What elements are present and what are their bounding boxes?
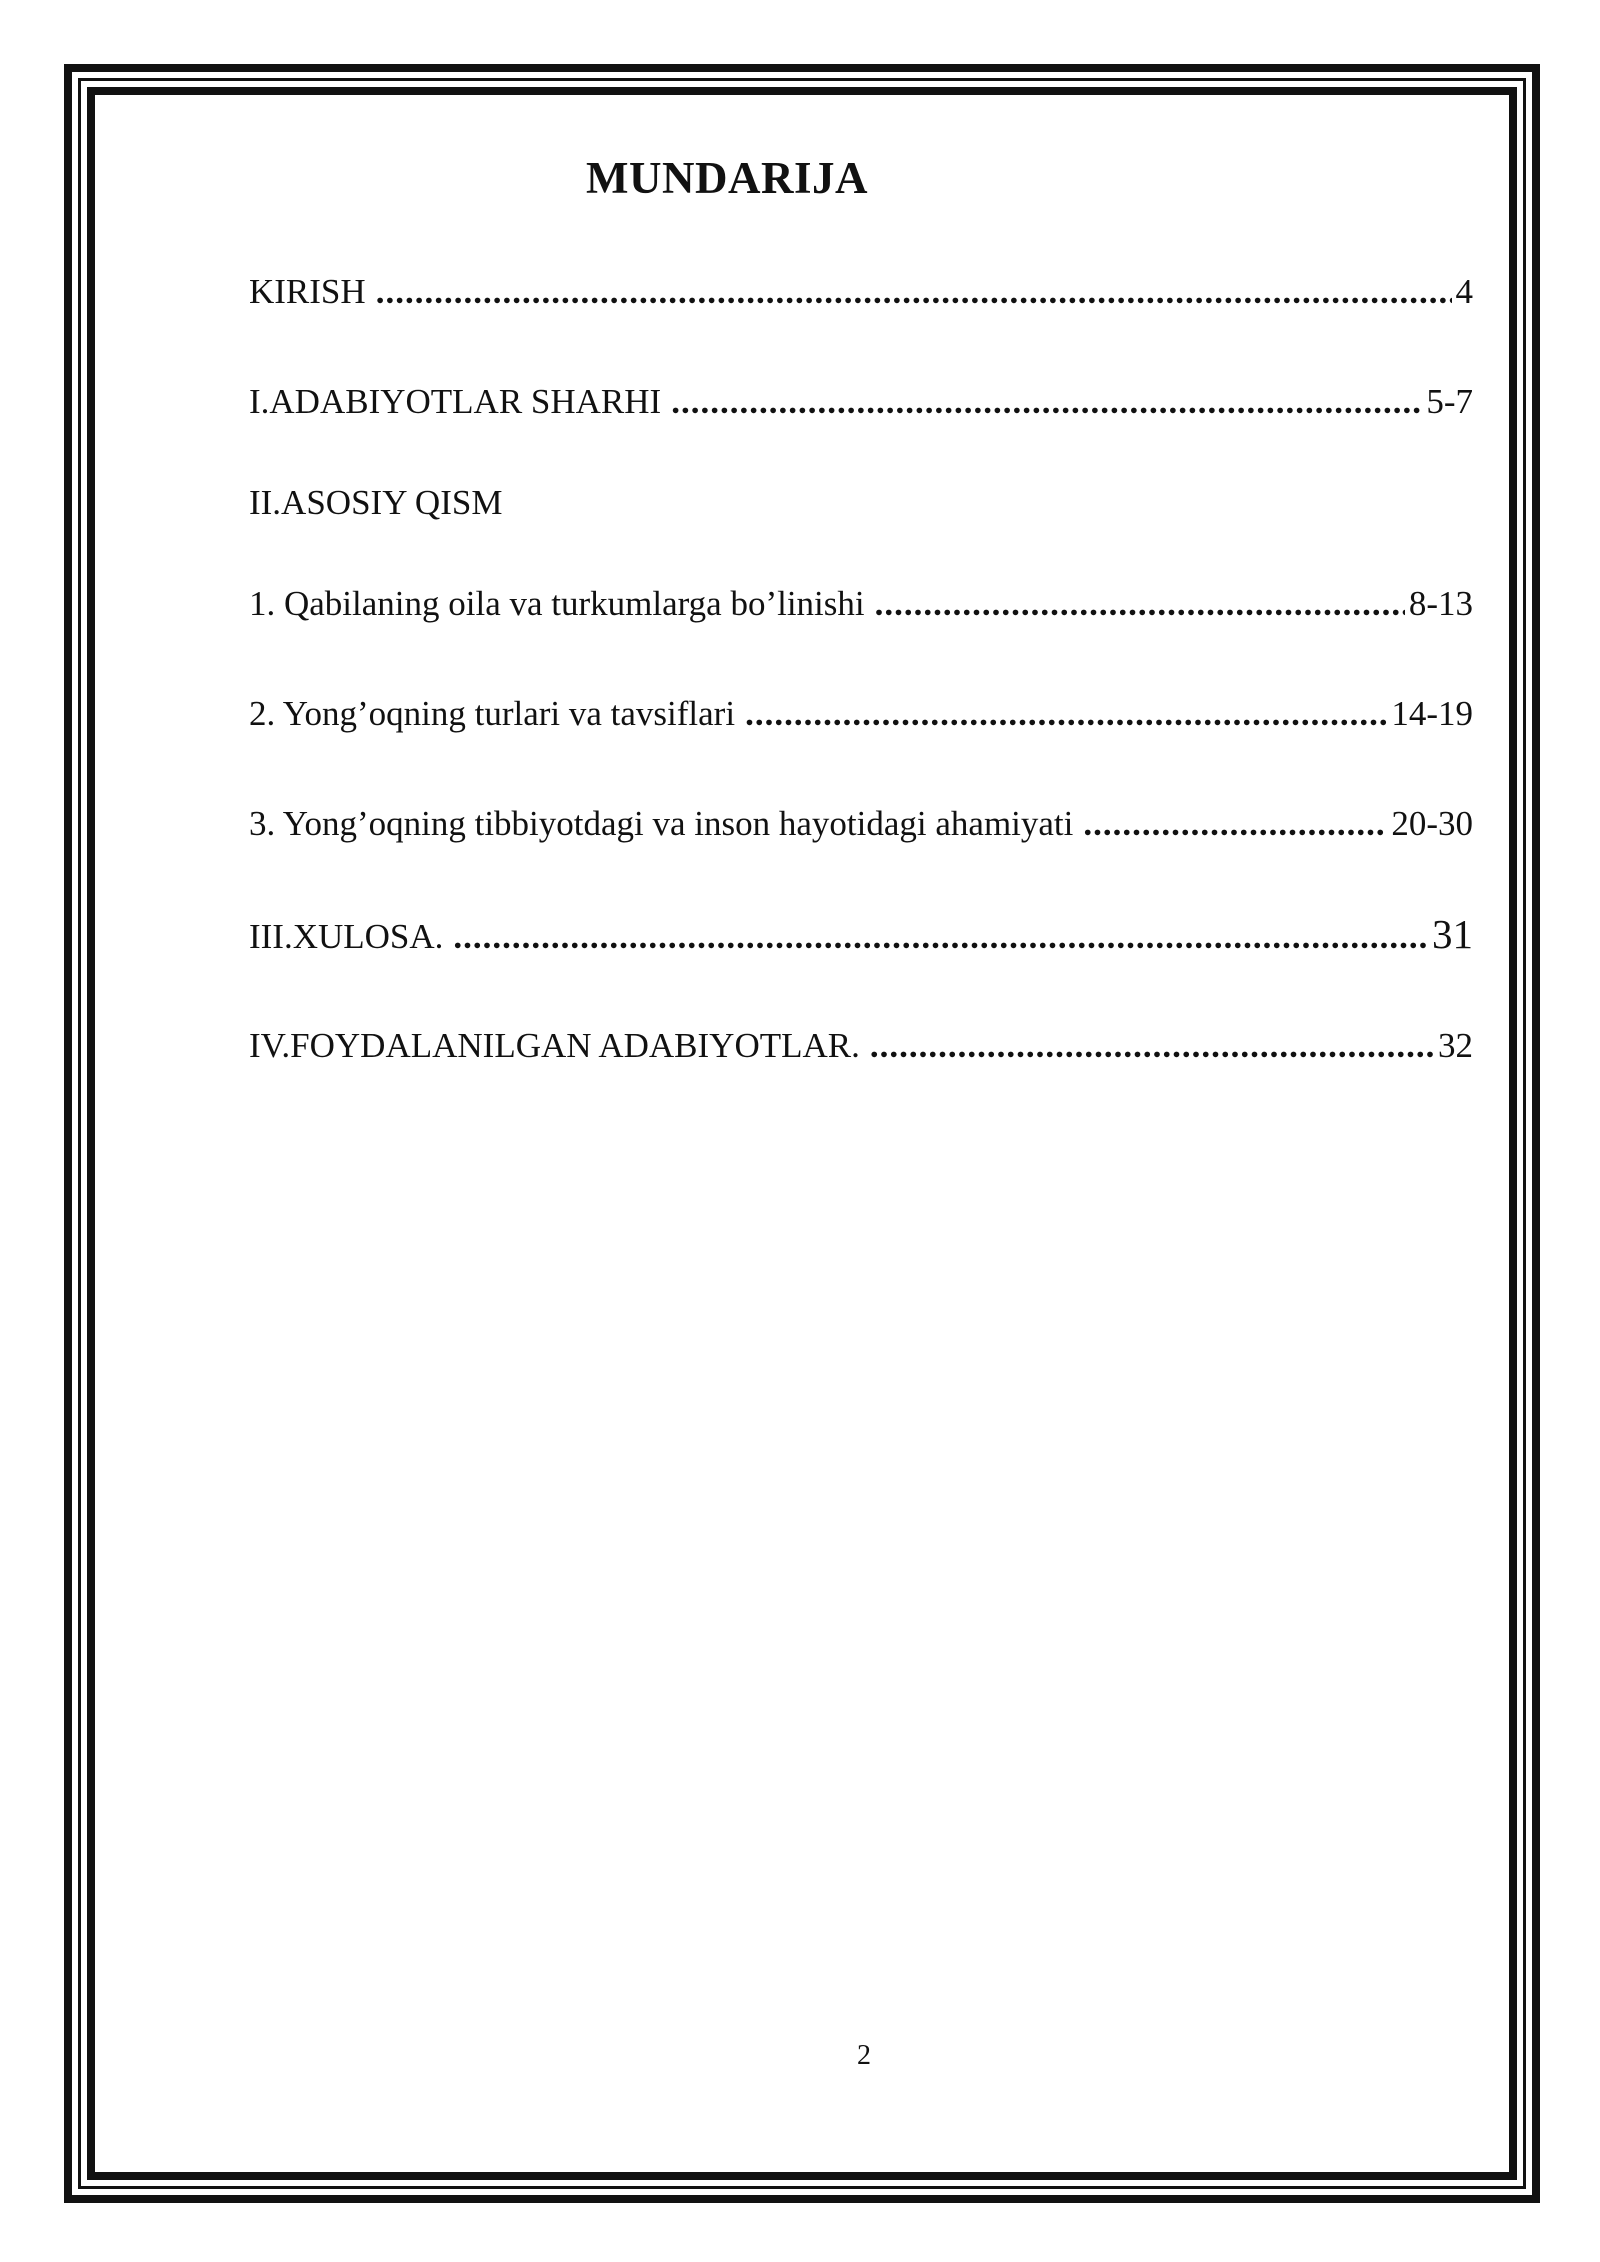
toc-entry-page: 31 [1432,911,1473,957]
toc-entry-label: IV.FOYDALANILGAN ADABIYOTLAR. [249,1026,860,1065]
toc-entry-label: III.XULOSA. [249,917,444,956]
toc-entry-label: 1. Qabilaning oila va turkumlarga bo’linishi [249,584,865,623]
toc-dot-leader [870,1026,1434,1066]
toc-entry-page: 14-19 [1391,694,1473,733]
toc-entry-page: 5-7 [1426,382,1473,421]
toc-entry-section-2[interactable] [249,694,1473,734]
toc-entry-foydalanilgan-adabiyotlar[interactable] [249,1026,1473,1066]
toc-entry-label: 2. Yong’oqning turlari va tavsiflari [249,694,736,733]
toc-dot-leader [745,694,1387,734]
toc-dot-leader [671,382,1422,422]
toc-entry-xulosa[interactable] [249,910,1473,958]
toc-entry-kirish[interactable] [249,272,1473,312]
toc-entry-page: 32 [1438,1026,1473,1065]
toc-entry-page: 8-13 [1408,584,1473,623]
toc-entry-section-3[interactable] [249,804,1473,844]
toc-entry-page: 4 [1455,272,1473,311]
toc-entry-adabiyotlar-sharhi[interactable] [249,382,1473,422]
toc-entry-label: I.ADABIYOTLAR SHARHI [249,382,662,421]
toc-entry-section-1[interactable] [249,584,1473,624]
toc-dot-leader [453,917,1428,957]
toc-entry-label: KIRISH [249,272,366,311]
page-title: MUNDARIJA [586,153,868,203]
toc-dot-leader [875,584,1405,624]
page-number: 2 [857,2040,871,2071]
toc-heading-asosiy-qism[interactable]: II.ASOSIY QISM [249,483,503,522]
toc-dot-leader [1083,804,1387,844]
toc-entry-label: 3. Yong’oqning tibbiyotdagi va inson hayotidagi ahamiyati [249,804,1074,843]
toc-dot-leader [376,272,1452,312]
toc-entry-page: 20-30 [1391,804,1473,843]
